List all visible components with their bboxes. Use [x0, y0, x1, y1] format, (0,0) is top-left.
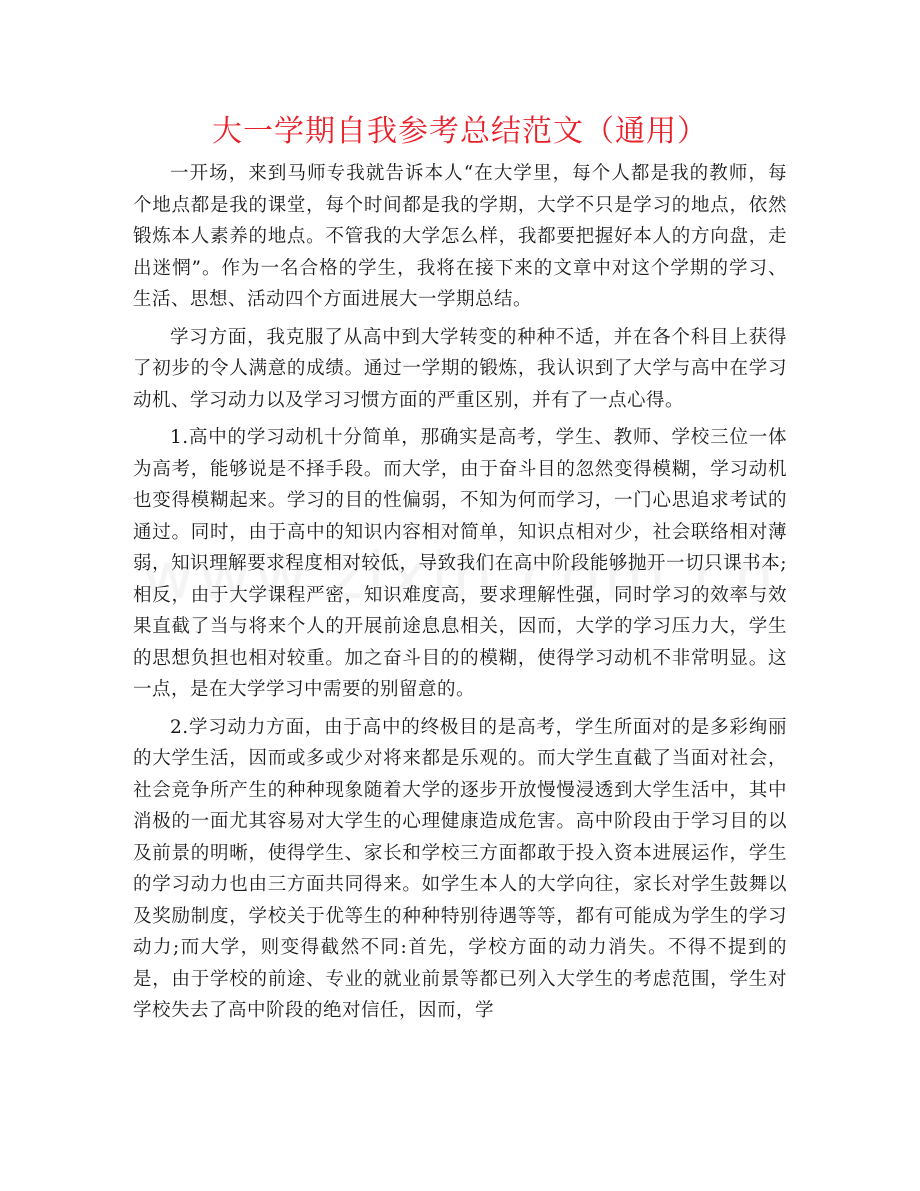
paragraph-study: 学习方面，我克服了从高中到大学转变的种种不适，并在各个科目上获得了初步的令人满意的成绩。通过一学期的锻炼，我认识到了大学与高中在学习动机、学习动力以及学习习惯方面的严重区别，并有了一点心得。: [133, 326, 787, 411]
paragraph-point-1: 1.高中的学习动机十分简单，那确实是高考，学生、教师、学校三位一体为高考，能够说是不择手段。而大学，由于奋斗目的忽然变得模糊，学习动机也变得模糊起来。学习的目的性偏弱，不知为何而学习，一门心思追求考试的通过。同时，由于高中的知识内容相对简单，知识点相对少，社会联络相对薄弱，知识理解要求程度相对较低，导致我们在高中阶段能够抛开一切只课书本;相反，由于大学课程严密，知识难度高，要求理解性强，同时学习的效率与效果直截了当与将来个人的开展前途息息相关，因而，大学的学习压力大，学生的思想负担也相对较重。加之奋斗目的的模糊，使得学习动机不非常明显。这一点，是在大学学习中需要的别留意的。: [133, 427, 787, 700]
document-title: 大一学期自我参考总结范文（通用）: [212, 114, 708, 149]
paragraph-intro: 一开场，来到马师专我就告诉本人“在大学里，每个人都是我的教师，每个地点都是我的课堂，每个时间都是我的学期，大学不只是学习的地点，依然锻炼本人素养的地点。不管我的大学怎么样，我都要把握好本人的方向盘，走出迷惘”。作为一名合格的学生，我将在接下来的文章中对这个学期的学习、生活、思想、活动四个方面进展大一学期总结。: [133, 163, 787, 310]
paragraph-point-2: 2.学习动力方面，由于高中的终极目的是高考，学生所面对的是多彩绚丽的大学生活，因而或多或少对将来都是乐观的。而大学生直截了当面对社会，社会竞争所产生的种种现象随着大学的逐步开放慢慢浸透到大学生活中，其中消极的一面尤其容易对大学生的心理健康造成危害。高中阶段由于学习目的以及前景的明晰，使得学生、家长和学校三方面都敢于投入资本进展运作，学生的学习动力也由三方面共同得来。如学生本人的大学向往，家长对学生鼓舞以及奖励制度，学校关于优等生的种种特别待遇等等，都有可能成为学生的学习动力;而大学，则变得截然不同:首先，学校方面的动力消失。不得不提到的是，由于学校的前途、专业的就业前景等都已列入大学生的考虑范围，学生对学校失去了高中阶段的绝对信任，因而，学: [133, 716, 787, 1021]
document-body: [133, 158, 787, 1033]
